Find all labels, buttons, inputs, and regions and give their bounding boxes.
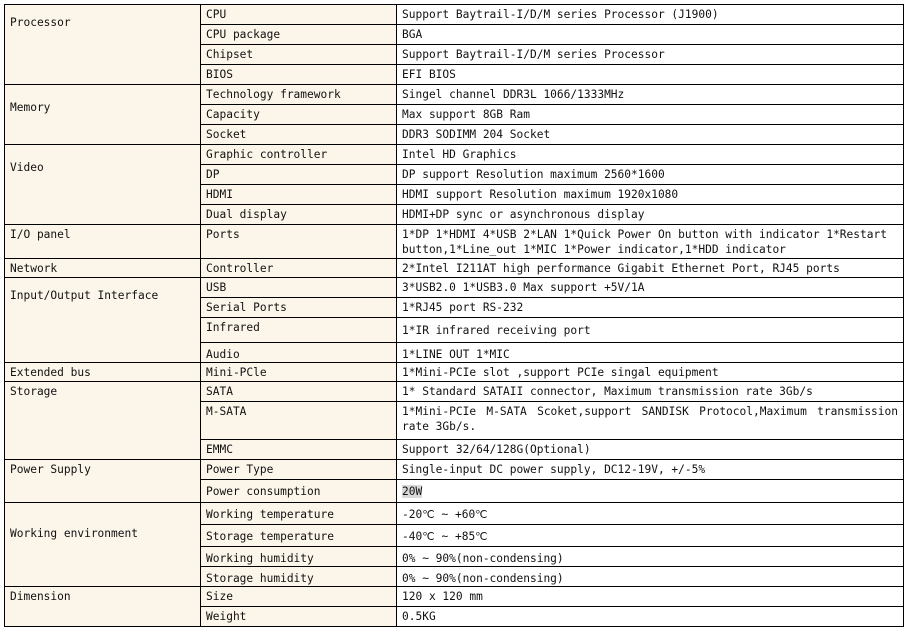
feature-label: EMMC [201, 440, 397, 460]
category-power-supply: Power Supply [5, 460, 201, 503]
category-storage: Storage [5, 382, 201, 460]
feature-value: 1*IR infrared receiving port [397, 318, 904, 343]
category-extended-bus: Extended bus [5, 363, 201, 382]
feature-value: 1* Standard SATAII connector, Maximum transmission rate 3Gb/s [397, 382, 904, 402]
feature-value: Intel HD Graphics [397, 145, 904, 165]
feature-value: 1*Mini-PCIe M-SATA Scoket,support SANDISK Protocol,Maximum transmission rate 3Gb/s. [397, 402, 904, 440]
feature-label: Controller [201, 259, 397, 278]
feature-value: DDR3 SODIMM 204 Socket [397, 125, 904, 145]
category-memory: Memory [5, 85, 201, 145]
feature-label: Chipset [201, 45, 397, 65]
feature-label: Weight [201, 607, 397, 627]
feature-value: 1*LINE OUT 1*MIC [397, 343, 904, 363]
feature-value: 3*USB2.0 1*USB3.0 Max support +5V/1A [397, 278, 904, 298]
feature-value: 120 x 120 mm [397, 587, 904, 607]
category-io-interface: Input/Output Interface [5, 278, 201, 363]
feature-label: USB [201, 278, 397, 298]
feature-label: Socket [201, 125, 397, 145]
feature-value: DP support Resolution maximum 2560*1600 [397, 165, 904, 185]
feature-value: 1*RJ45 port RS-232 [397, 298, 904, 318]
feature-value: -40℃ ~ +85℃ [397, 525, 904, 547]
feature-value: 20W [402, 485, 423, 498]
feature-label: Graphic controller [201, 145, 397, 165]
feature-label: Serial Ports [201, 298, 397, 318]
table-row [5, 85, 904, 105]
table-row [5, 460, 904, 480]
category-processor: Processor [5, 5, 201, 85]
feature-label: M-SATA [201, 402, 397, 440]
feature-value: 0.5KG [397, 607, 904, 627]
feature-label: Working humidity [201, 547, 397, 567]
feature-value: HDMI support Resolution maximum 1920x1080 [397, 185, 904, 205]
feature-value: Max support 8GB Ram [397, 105, 904, 125]
feature-value: Singel channel DDR3L 1066/1333MHz [397, 85, 904, 105]
feature-value: -20℃ ~ +60℃ [397, 503, 904, 525]
feature-label: SATA [201, 382, 397, 402]
feature-label: DP [201, 165, 397, 185]
feature-label: Dual display [201, 205, 397, 225]
table-row [5, 278, 904, 298]
feature-label: Storage humidity [201, 567, 397, 587]
feature-label: BIOS [201, 65, 397, 85]
feature-value: EFI BIOS [397, 65, 904, 85]
feature-value: Support Baytrail-I/D/M series Processor (J1900) [397, 5, 904, 25]
category-video: Video [5, 145, 201, 225]
feature-label: Mini-PCle [201, 363, 397, 382]
table-row [5, 225, 904, 259]
table-row [5, 382, 904, 402]
feature-value: 2*Intel I211AT high performance Gigabit Ethernet Port, RJ45 ports [397, 259, 904, 278]
feature-value: Support 32/64/128G(Optional) [397, 440, 904, 460]
feature-value: 1*Mini-PCIe slot ,support PCIe singal equipment [397, 363, 904, 382]
feature-label: Power Type [201, 460, 397, 480]
feature-value: 0% ~ 90%(non-condensing) [397, 567, 904, 587]
feature-value: Single-input DC power supply, DC12-19V, +/-5% [397, 460, 904, 480]
feature-label: Technology framework [201, 85, 397, 105]
feature-label: Ports [201, 225, 397, 259]
category-working-environment: Working environment [5, 503, 201, 587]
feature-value: HDMI+DP sync or asynchronous display [397, 205, 904, 225]
feature-label: Size [201, 587, 397, 607]
feature-label: Infrared [201, 318, 397, 343]
feature-label: CPU package [201, 25, 397, 45]
table-row [5, 5, 904, 25]
feature-value: BGA [397, 25, 904, 45]
feature-label: Audio [201, 343, 397, 363]
table-row [5, 259, 904, 278]
table-row [5, 503, 904, 525]
feature-label: Capacity [201, 105, 397, 125]
feature-label: HDMI [201, 185, 397, 205]
category-network: Network [5, 259, 201, 278]
category-io-panel: I/O panel [5, 225, 201, 259]
table-row [5, 587, 904, 607]
table-row [5, 145, 904, 165]
feature-label: Storage temperature [201, 525, 397, 547]
feature-value: 1*DP 1*HDMI 4*USB 2*LAN 1*Quick Power On button with indicator 1*Restart button,1*Line_out 1*MIC 1*Power indicator,1*HDD indicator [397, 225, 904, 259]
feature-label: Working temperature [201, 503, 397, 525]
spec-table [4, 4, 904, 627]
feature-label: Power consumption [201, 480, 397, 503]
feature-label: CPU [201, 5, 397, 25]
feature-value: 0% ~ 90%(non-condensing) [397, 547, 904, 567]
category-dimension: Dimension [5, 587, 201, 627]
feature-value: Support Baytrail-I/D/M series Processor [397, 45, 904, 65]
table-row [5, 363, 904, 382]
